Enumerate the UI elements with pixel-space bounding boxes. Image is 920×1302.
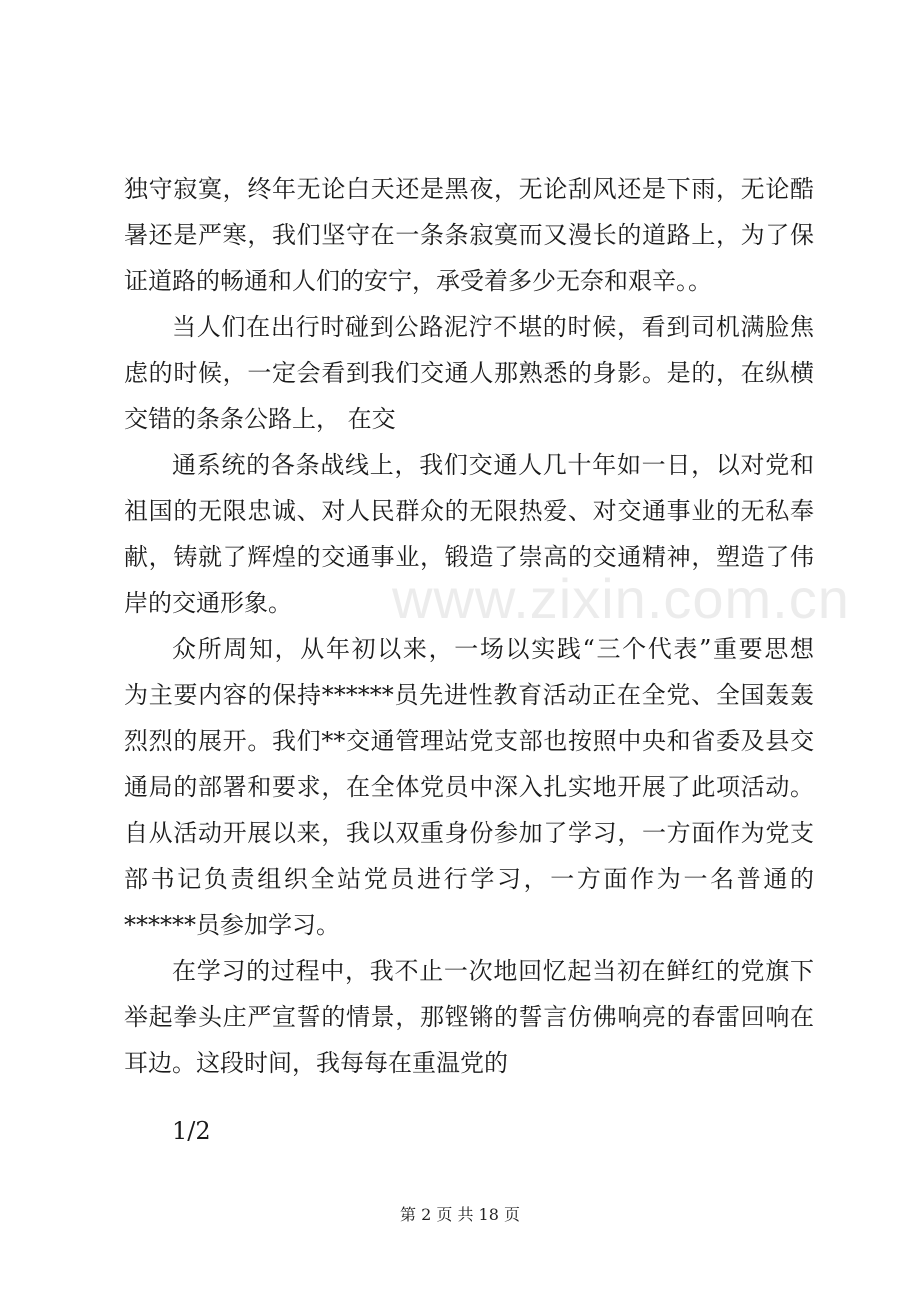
text-line: 耳边。这段时间，我每每在重温党的	[124, 1049, 508, 1077]
document-body	[124, 166, 814, 1086]
text-line: 献，铸就了辉煌的交通事业，锻造了崇高的交通精神，塑造了伟	[124, 543, 814, 571]
text-line: 为主要内容的保持******员先进性教育活动正在全党、全国轰轰	[124, 681, 814, 709]
text-line: 众所周知，从年初以来，一场以实践“三个代表”重要思想	[172, 635, 814, 663]
text-line: 在学习的过程中，我不止一次地回忆起当初在鲜红的党旗下	[172, 957, 814, 985]
text-line: 证道路的畅通和人们的安宁，承受着多少无奈和艰辛。。	[124, 267, 712, 295]
text-line: 岸的交通形象。	[124, 589, 292, 617]
text-line: 自从活动开展以来，我以双重身份参加了学习，一方面作为党支	[124, 819, 814, 847]
text-line: 部书记负责组织全站党员进行学习，一方面作为一名普通的	[124, 865, 814, 893]
text-line: 交错的条条公路上， 在交	[124, 405, 396, 433]
text-line: 虑的时候，一定会看到我们交通人那熟悉的身影。是的，在纵横	[124, 359, 814, 387]
page-fraction: 1/2	[172, 1117, 211, 1145]
text-line: 举起拳头庄严宣誓的情景，那铿锵的誓言仿佛响亮的春雷回响在	[124, 1003, 814, 1031]
text-line: 通局的部署和要求，在全体党员中深入扎实地开展了此项活动。	[124, 773, 814, 801]
paragraph	[124, 304, 814, 442]
paragraph	[124, 166, 814, 304]
text-line: 当人们在出行时碰到公路泥泞不堪的时候，看到司机满脸焦	[172, 313, 814, 341]
paragraph	[124, 626, 814, 948]
text-line: 通系统的各条战线上，我们交通人几十年如一日，以对党和	[172, 451, 814, 479]
text-line: 烈烈的展开。我们**交通管理站党支部也按照中央和省委及县交	[124, 727, 814, 755]
text-line: 祖国的无限忠诚、对人民群众的无限热爱、对交通事业的无私奉	[124, 497, 814, 525]
paragraph	[124, 948, 814, 1086]
watermark: www.zixin.com.cn	[392, 567, 850, 630]
text-line: ******员参加学习。	[124, 911, 340, 939]
text-line: 独守寂寞，终年无论白天还是黑夜，无论刮风还是下雨，无论酷	[124, 175, 814, 203]
page-footer: 第 2 页 共 18 页	[400, 1205, 520, 1224]
paragraph	[124, 442, 814, 626]
text-line: 暑还是严寒，我们坚守在一条条寂寞而又漫长的道路上，为了保	[124, 221, 814, 249]
